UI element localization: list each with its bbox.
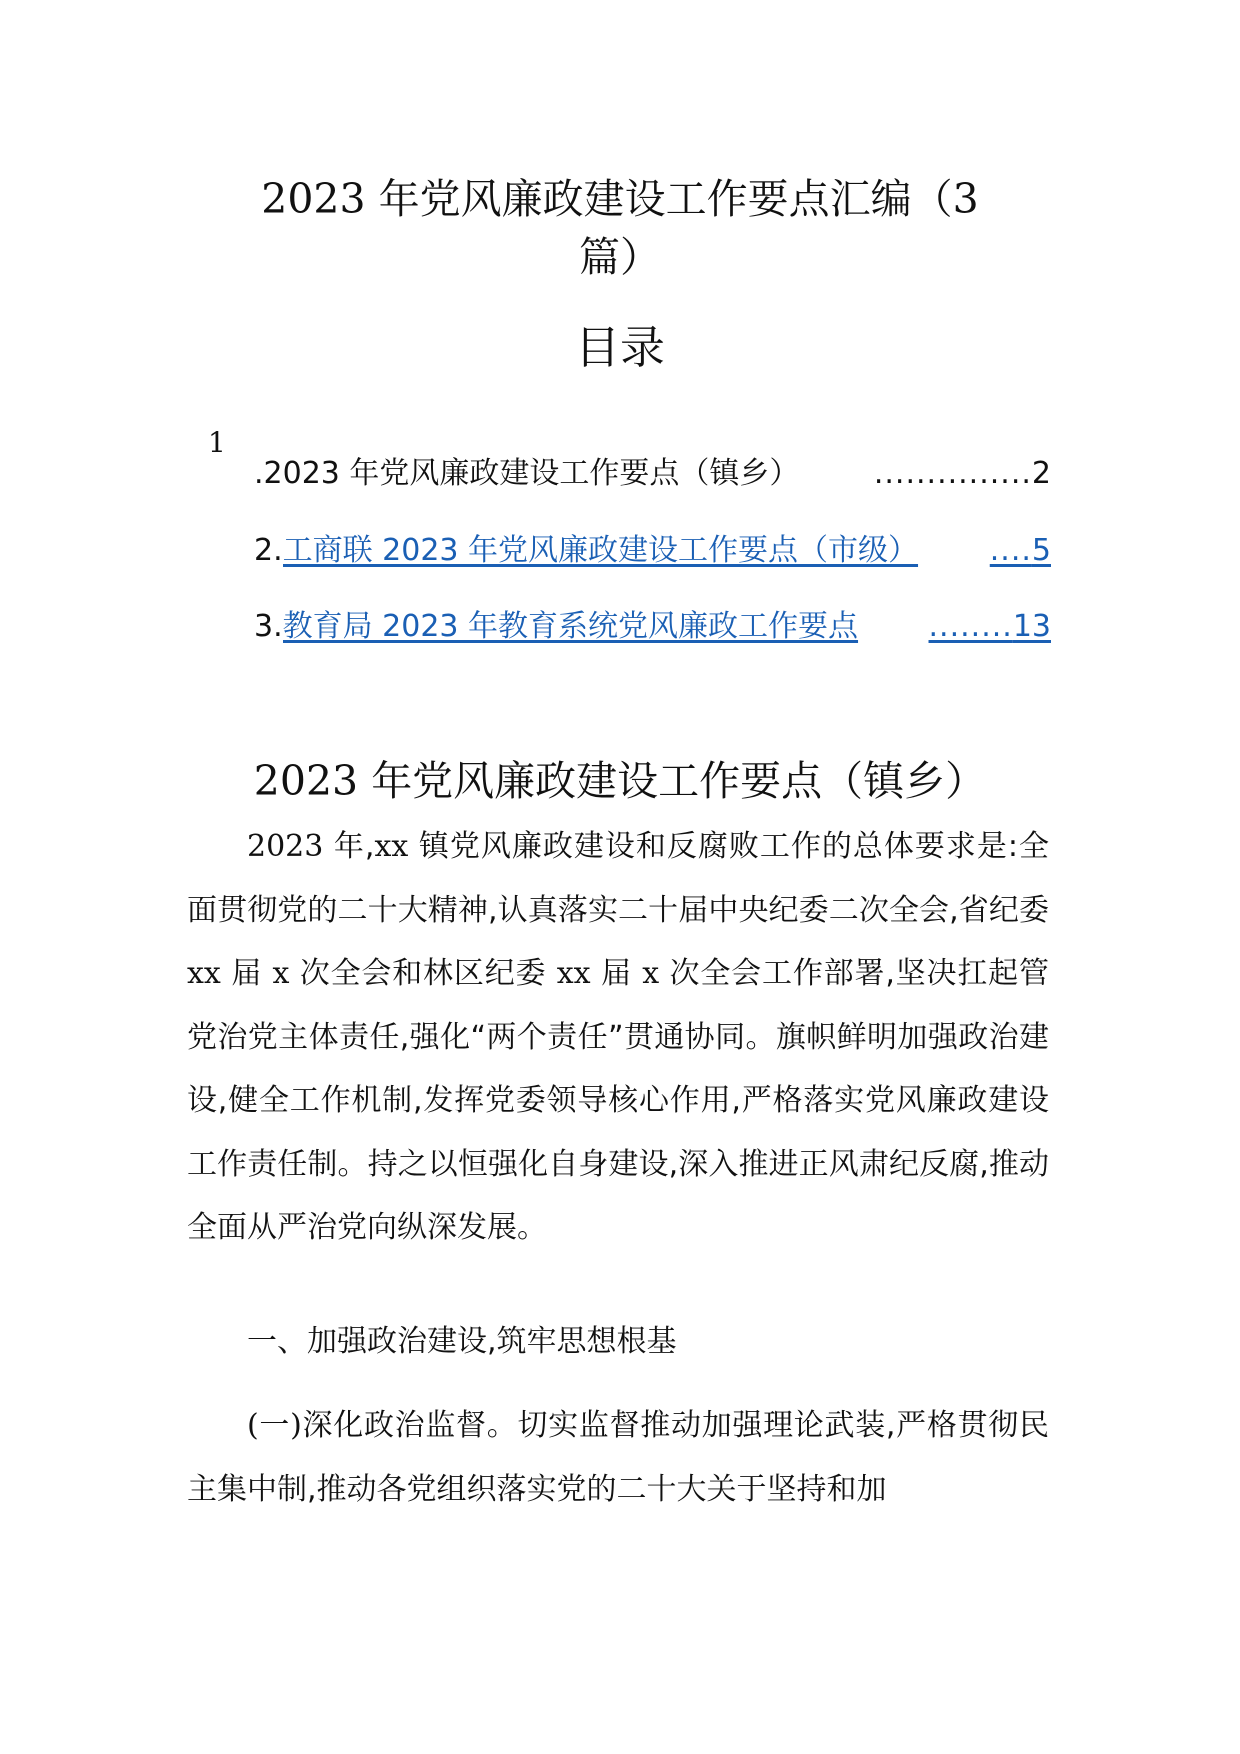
toc-entry-link[interactable] [283,529,1051,573]
text-run: x [642,956,660,991]
section-title-year: 2023 [253,757,359,805]
toc-entry-text: 教育局 2023 年教育系统党风廉政工作要点 [282,609,859,644]
toc-entry-3[interactable] [254,605,1051,649]
text-run: 次全会和林区纪委 [299,956,547,991]
section-heading-1: 一、加强政治建设,筑牢思想根基 [247,1324,677,1359]
toc-entry-text: 2023 年党风廉政建设工作要点（镇乡） [263,456,800,491]
toc-entry-1[interactable] [254,452,1051,496]
text-run: 届 [231,956,263,991]
toc-page-number: 13 [1012,609,1051,644]
toc-entry-number: . [254,456,264,491]
section-title-text: 年党风廉政建设工作要点（镇乡） [371,757,987,805]
title-suffix: 篇） [579,233,661,281]
section-title [180,752,1060,810]
paragraph-2 [187,1394,1049,1521]
toc-page-number: 5 [1031,533,1051,568]
toc-leader-dots: ........ [928,609,1013,644]
toc-entry-label[interactable] [264,452,1051,496]
text-run: x [272,956,290,991]
toc-entry-text: 工商联 2023 年党风廉政建设工作要点（市级） [282,533,919,568]
toc-leader-dots: ............... [873,456,1032,491]
document-title [180,170,1060,286]
title-main: 年党风廉政建设工作要点汇编（ [378,175,953,223]
toc-entry-number: 3. [254,609,283,644]
toc-entry-number: 2. [254,533,283,568]
text-run: xx [187,956,221,991]
text-run: 深化政治监督。切实监督推动加强理论武装,严格贯彻民主集中制,推动各党组织落实党的二十大关于坚持和加 [187,1408,1049,1507]
text-run: 2023 [247,829,324,864]
text-run: xx [374,829,409,864]
title-year: 2023 [261,175,366,223]
toc-page-number: 2 [1031,456,1051,491]
toc-entry-link[interactable] [283,605,1051,649]
intro-paragraph [187,815,1049,1260]
text-run: (一) [247,1408,302,1443]
toc-entry-2[interactable] [254,529,1051,573]
toc-marker: 1 [208,426,226,459]
text-run: xx [556,956,591,991]
text-run: 镇党风廉政建设和反腐败工作的总体要求是:全面贯彻党的二十大精神,认真落实二十届中央纪委二次全会,省纪委 [187,829,1049,928]
text-run: 次全会工作部署,坚决扛起管党治党主体责任,强化“两个责任”贯通协同。旗帜鲜明加强政治建设,健全工作机制,发挥党委领导核心作用,严格落实党风廉政建设工作责任制。持之以恒强化自身建设,深入推进正风肃纪反腐,推动全面从严治党向纵深发展。 [187,956,1050,1245]
text-run: 届 [600,956,632,991]
toc-leader-dots: .... [989,533,1032,568]
toc-heading: 目录 [574,321,665,374]
text-run: 年, [333,829,375,864]
title-count: 3 [952,175,979,223]
